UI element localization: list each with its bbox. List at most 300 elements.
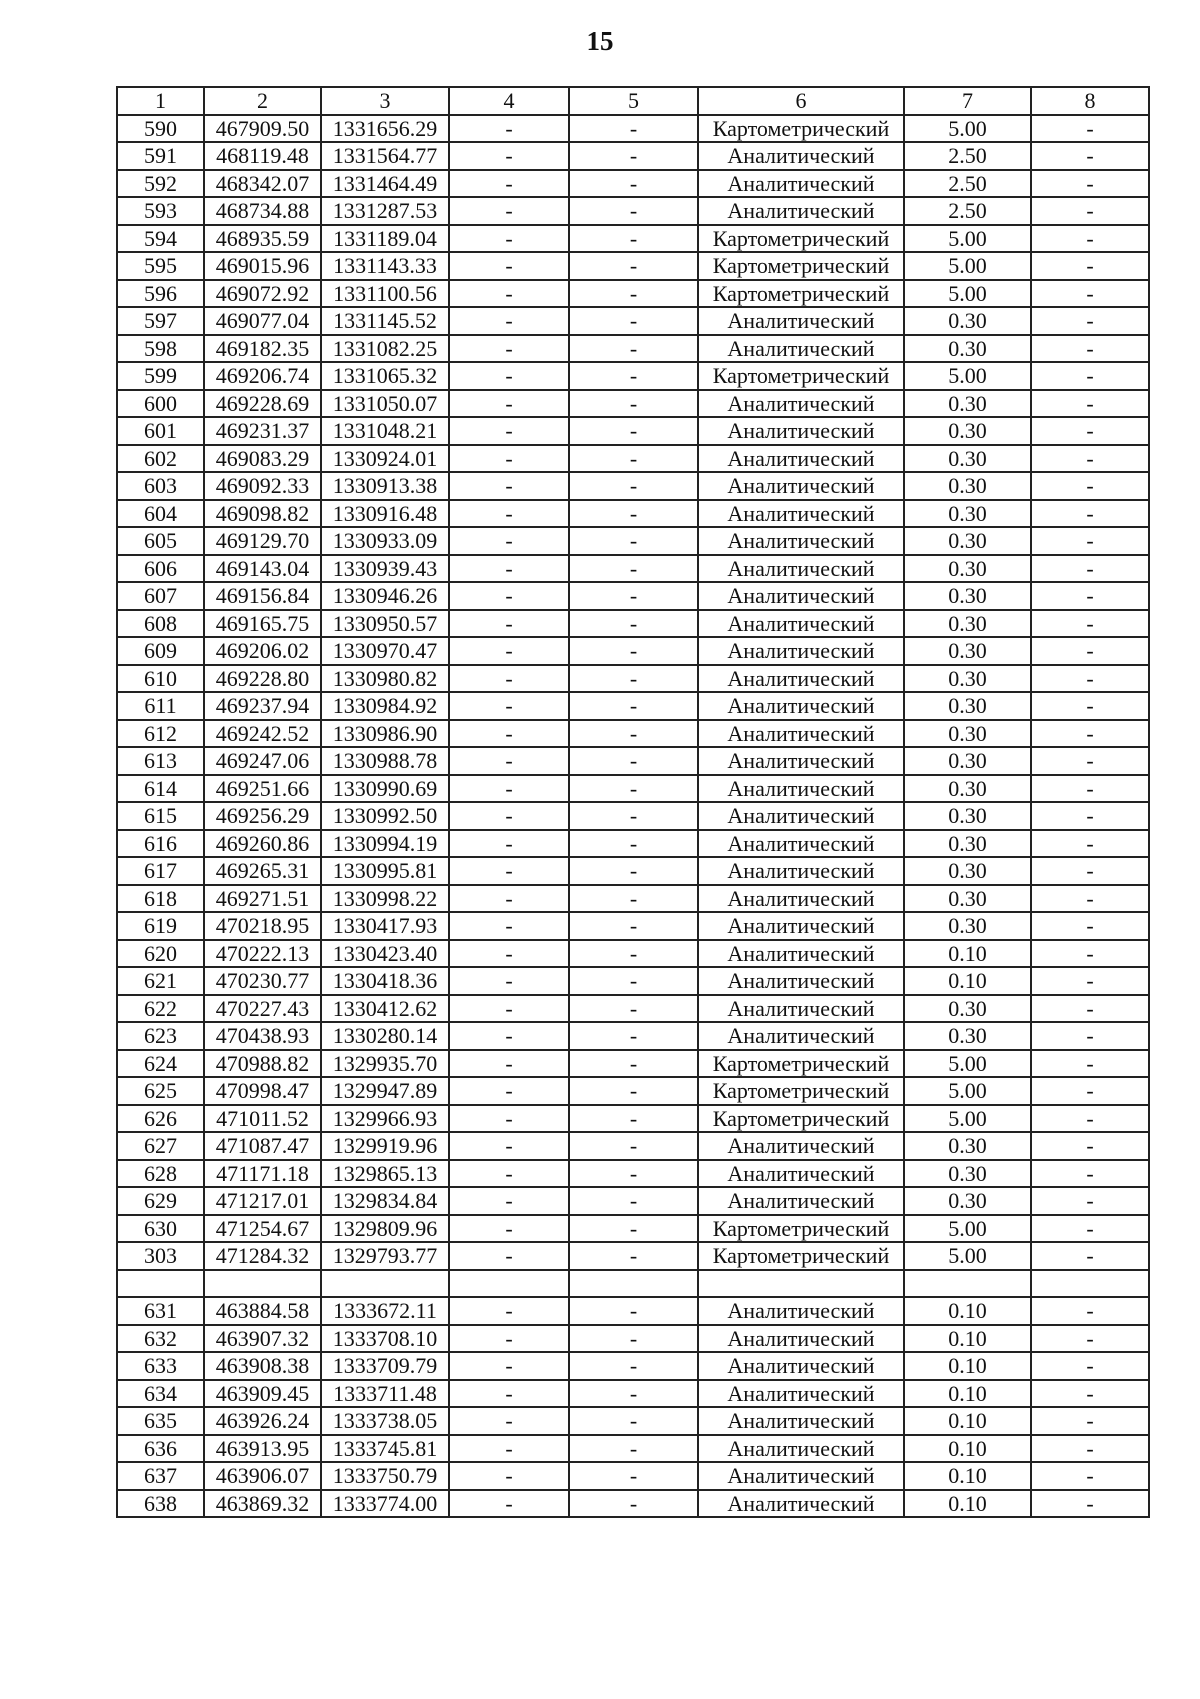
x-coordinate-cell: 471171.18 [204, 1160, 321, 1188]
column-header: 8 [1031, 87, 1149, 115]
table-row [117, 1270, 1149, 1298]
y-coordinate-cell: 1330994.19 [321, 830, 449, 858]
y-coordinate-cell: 1329793.77 [321, 1242, 449, 1270]
col8-cell: - [1031, 307, 1149, 335]
col4-cell: - [449, 1242, 569, 1270]
col8-cell: - [1031, 940, 1149, 968]
col5-cell: - [569, 665, 698, 693]
accuracy-cell: 0.30 [904, 582, 1031, 610]
x-coordinate-cell: 469271.51 [204, 885, 321, 913]
point-number-cell [117, 1270, 204, 1298]
table-row [117, 637, 1149, 665]
point-number-cell: 594 [117, 225, 204, 253]
point-number-cell: 618 [117, 885, 204, 913]
accuracy-cell: 5.00 [904, 225, 1031, 253]
table-row [117, 775, 1149, 803]
col8-cell: - [1031, 1160, 1149, 1188]
col5-cell: - [569, 500, 698, 528]
method-cell: Аналитический [698, 912, 904, 940]
x-coordinate-cell: 469206.02 [204, 637, 321, 665]
table-row [117, 445, 1149, 473]
method-cell: Аналитический [698, 582, 904, 610]
col5-cell: - [569, 1352, 698, 1380]
x-coordinate-cell [204, 1270, 321, 1298]
point-number-cell: 607 [117, 582, 204, 610]
col5-cell: - [569, 555, 698, 583]
col4-cell: - [449, 307, 569, 335]
col4-cell: - [449, 335, 569, 363]
y-coordinate-cell: 1333708.10 [321, 1325, 449, 1353]
x-coordinate-cell: 469143.04 [204, 555, 321, 583]
col5-cell: - [569, 527, 698, 555]
col4-cell: - [449, 692, 569, 720]
col8-cell: - [1031, 1352, 1149, 1380]
table-row [117, 857, 1149, 885]
method-cell: Аналитический [698, 940, 904, 968]
col5-cell: - [569, 830, 698, 858]
method-cell: Аналитический [698, 170, 904, 198]
col8-cell: - [1031, 1077, 1149, 1105]
col5-cell: - [569, 747, 698, 775]
col5-cell: - [569, 610, 698, 638]
col5-cell: - [569, 1490, 698, 1518]
accuracy-cell: 0.30 [904, 912, 1031, 940]
method-cell: Аналитический [698, 637, 904, 665]
y-coordinate-cell: 1330423.40 [321, 940, 449, 968]
col5-cell: - [569, 1215, 698, 1243]
col4-cell: - [449, 390, 569, 418]
point-number-cell: 638 [117, 1490, 204, 1518]
method-cell: Аналитический [698, 390, 904, 418]
col8-cell: - [1031, 1242, 1149, 1270]
col5-cell: - [569, 692, 698, 720]
point-number-cell: 590 [117, 115, 204, 143]
col8-cell: - [1031, 390, 1149, 418]
col4-cell: - [449, 1105, 569, 1133]
col8-cell: - [1031, 1132, 1149, 1160]
point-number-cell: 612 [117, 720, 204, 748]
col4-cell: - [449, 665, 569, 693]
method-cell [698, 1270, 904, 1298]
accuracy-cell: 5.00 [904, 115, 1031, 143]
col4-cell: - [449, 1297, 569, 1325]
col4-cell: - [449, 1325, 569, 1353]
col5-cell: - [569, 445, 698, 473]
y-coordinate-cell: 1330984.92 [321, 692, 449, 720]
accuracy-cell: 0.30 [904, 472, 1031, 500]
table-row [117, 252, 1149, 280]
x-coordinate-cell: 469247.06 [204, 747, 321, 775]
y-coordinate-cell: 1331048.21 [321, 417, 449, 445]
point-number-cell: 626 [117, 1105, 204, 1133]
accuracy-cell: 0.10 [904, 940, 1031, 968]
x-coordinate-cell: 468342.07 [204, 170, 321, 198]
col5-cell: - [569, 142, 698, 170]
method-cell: Картометрический [698, 1050, 904, 1078]
method-cell: Аналитический [698, 527, 904, 555]
accuracy-cell: 0.30 [904, 692, 1031, 720]
y-coordinate-cell: 1329947.89 [321, 1077, 449, 1105]
y-coordinate-cell: 1331082.25 [321, 335, 449, 363]
col5-cell: - [569, 417, 698, 445]
method-cell: Аналитический [698, 417, 904, 445]
table-row [117, 417, 1149, 445]
col4-cell: - [449, 280, 569, 308]
method-cell: Аналитический [698, 472, 904, 500]
table-row [117, 1407, 1149, 1435]
y-coordinate-cell: 1331656.29 [321, 115, 449, 143]
col5-cell: - [569, 197, 698, 225]
point-number-cell: 610 [117, 665, 204, 693]
table-row [117, 1187, 1149, 1215]
x-coordinate-cell: 469072.92 [204, 280, 321, 308]
y-coordinate-cell [321, 1270, 449, 1298]
x-coordinate-cell: 469265.31 [204, 857, 321, 885]
accuracy-cell: 0.10 [904, 967, 1031, 995]
method-cell: Аналитический [698, 1352, 904, 1380]
point-number-cell: 609 [117, 637, 204, 665]
column-header: 2 [204, 87, 321, 115]
accuracy-cell: 0.30 [904, 307, 1031, 335]
col4-cell: - [449, 1187, 569, 1215]
col8-cell: - [1031, 500, 1149, 528]
x-coordinate-cell: 469015.96 [204, 252, 321, 280]
col8-cell: - [1031, 802, 1149, 830]
accuracy-cell: 5.00 [904, 1050, 1031, 1078]
method-cell: Аналитический [698, 1380, 904, 1408]
point-number-cell: 611 [117, 692, 204, 720]
col8-cell: - [1031, 197, 1149, 225]
col5-cell: - [569, 967, 698, 995]
y-coordinate-cell: 1330913.38 [321, 472, 449, 500]
accuracy-cell: 0.30 [904, 610, 1031, 638]
col5-cell: - [569, 1022, 698, 1050]
accuracy-cell: 5.00 [904, 1077, 1031, 1105]
accuracy-cell: 0.10 [904, 1490, 1031, 1518]
table-row [117, 555, 1149, 583]
x-coordinate-cell: 469206.74 [204, 362, 321, 390]
y-coordinate-cell: 1330916.48 [321, 500, 449, 528]
table-body [117, 115, 1149, 1518]
method-cell: Аналитический [698, 1490, 904, 1518]
col8-cell: - [1031, 1490, 1149, 1518]
col4-cell: - [449, 1435, 569, 1463]
page-number: 15 [586, 26, 614, 56]
table-row [117, 1105, 1149, 1133]
table-header-row [117, 87, 1149, 115]
method-cell: Аналитический [698, 197, 904, 225]
col4-cell: - [449, 1490, 569, 1518]
col8-cell: - [1031, 252, 1149, 280]
method-cell: Аналитический [698, 142, 904, 170]
point-number-cell: 625 [117, 1077, 204, 1105]
point-number-cell: 630 [117, 1215, 204, 1243]
x-coordinate-cell: 469251.66 [204, 775, 321, 803]
point-number-cell: 621 [117, 967, 204, 995]
accuracy-cell: 0.30 [904, 1132, 1031, 1160]
table-row [117, 500, 1149, 528]
point-number-cell: 614 [117, 775, 204, 803]
method-cell: Аналитический [698, 1435, 904, 1463]
table-row [117, 170, 1149, 198]
y-coordinate-cell: 1333709.79 [321, 1352, 449, 1380]
point-number-cell: 620 [117, 940, 204, 968]
accuracy-cell: 0.30 [904, 720, 1031, 748]
method-cell: Аналитический [698, 500, 904, 528]
table-row [117, 940, 1149, 968]
x-coordinate-cell: 469098.82 [204, 500, 321, 528]
table-row [117, 1132, 1149, 1160]
method-cell: Аналитический [698, 307, 904, 335]
table-row [117, 335, 1149, 363]
column-header: 4 [449, 87, 569, 115]
col8-cell: - [1031, 1380, 1149, 1408]
table-row [117, 1077, 1149, 1105]
col8-cell: - [1031, 637, 1149, 665]
y-coordinate-cell: 1329935.70 [321, 1050, 449, 1078]
accuracy-cell: 5.00 [904, 362, 1031, 390]
x-coordinate-cell: 463926.24 [204, 1407, 321, 1435]
table-row [117, 1435, 1149, 1463]
x-coordinate-cell: 463913.95 [204, 1435, 321, 1463]
y-coordinate-cell: 1331145.52 [321, 307, 449, 335]
point-number-cell: 629 [117, 1187, 204, 1215]
col4-cell: - [449, 802, 569, 830]
col5-cell: - [569, 1297, 698, 1325]
col5-cell: - [569, 1242, 698, 1270]
point-number-cell: 633 [117, 1352, 204, 1380]
col4-cell: - [449, 857, 569, 885]
y-coordinate-cell: 1333711.48 [321, 1380, 449, 1408]
y-coordinate-cell: 1333745.81 [321, 1435, 449, 1463]
accuracy-cell: 0.10 [904, 1352, 1031, 1380]
col8-cell: - [1031, 1105, 1149, 1133]
col4-cell: - [449, 1215, 569, 1243]
table-row [117, 830, 1149, 858]
x-coordinate-cell: 470988.82 [204, 1050, 321, 1078]
col8-cell: - [1031, 472, 1149, 500]
method-cell: Аналитический [698, 885, 904, 913]
col8-cell: - [1031, 1297, 1149, 1325]
accuracy-cell: 0.30 [904, 1187, 1031, 1215]
table-row [117, 225, 1149, 253]
y-coordinate-cell: 1331065.32 [321, 362, 449, 390]
point-number-cell: 608 [117, 610, 204, 638]
table-row [117, 885, 1149, 913]
x-coordinate-cell: 469156.84 [204, 582, 321, 610]
coordinates-table [116, 86, 1150, 1518]
table-row [117, 967, 1149, 995]
accuracy-cell: 0.30 [904, 830, 1031, 858]
x-coordinate-cell: 468119.48 [204, 142, 321, 170]
accuracy-cell: 0.30 [904, 390, 1031, 418]
y-coordinate-cell: 1331287.53 [321, 197, 449, 225]
accuracy-cell: 0.30 [904, 1160, 1031, 1188]
col4-cell: - [449, 362, 569, 390]
accuracy-cell: 0.30 [904, 802, 1031, 830]
y-coordinate-cell: 1333750.79 [321, 1462, 449, 1490]
col4-cell: - [449, 885, 569, 913]
col4-cell: - [449, 1132, 569, 1160]
col5-cell: - [569, 995, 698, 1023]
col4-cell: - [449, 1050, 569, 1078]
method-cell: Аналитический [698, 802, 904, 830]
col4-cell: - [449, 995, 569, 1023]
table-row [117, 115, 1149, 143]
col8-cell: - [1031, 1407, 1149, 1435]
y-coordinate-cell: 1330970.47 [321, 637, 449, 665]
col4-cell: - [449, 142, 569, 170]
x-coordinate-cell: 463884.58 [204, 1297, 321, 1325]
y-coordinate-cell: 1329834.84 [321, 1187, 449, 1215]
col8-cell: - [1031, 1187, 1149, 1215]
col5-cell: - [569, 912, 698, 940]
col8-cell: - [1031, 445, 1149, 473]
col8-cell: - [1031, 610, 1149, 638]
method-cell: Аналитический [698, 1160, 904, 1188]
col8-cell: - [1031, 582, 1149, 610]
method-cell: Аналитический [698, 967, 904, 995]
col4-cell: - [449, 527, 569, 555]
col4-cell: - [449, 1022, 569, 1050]
accuracy-cell: 0.30 [904, 775, 1031, 803]
point-number-cell: 616 [117, 830, 204, 858]
col8-cell: - [1031, 995, 1149, 1023]
table-row [117, 1022, 1149, 1050]
col5-cell: - [569, 775, 698, 803]
col4-cell: - [449, 582, 569, 610]
table-row [117, 362, 1149, 390]
accuracy-cell: 2.50 [904, 170, 1031, 198]
x-coordinate-cell: 469182.35 [204, 335, 321, 363]
y-coordinate-cell: 1330986.90 [321, 720, 449, 748]
method-cell: Картометрический [698, 1105, 904, 1133]
x-coordinate-cell: 470218.95 [204, 912, 321, 940]
x-coordinate-cell: 469237.94 [204, 692, 321, 720]
col5-cell: - [569, 940, 698, 968]
col5-cell: - [569, 472, 698, 500]
table-row [117, 1297, 1149, 1325]
method-cell: Аналитический [698, 1297, 904, 1325]
col4-cell: - [449, 940, 569, 968]
point-number-cell: 613 [117, 747, 204, 775]
col5-cell: - [569, 885, 698, 913]
method-cell: Аналитический [698, 1187, 904, 1215]
method-cell: Картометрический [698, 362, 904, 390]
col5-cell: - [569, 1077, 698, 1105]
table-row [117, 1490, 1149, 1518]
col8-cell: - [1031, 280, 1149, 308]
table-row [117, 747, 1149, 775]
method-cell: Аналитический [698, 1022, 904, 1050]
x-coordinate-cell: 471284.32 [204, 1242, 321, 1270]
accuracy-cell: 2.50 [904, 142, 1031, 170]
point-number-cell: 606 [117, 555, 204, 583]
method-cell: Картометрический [698, 1215, 904, 1243]
accuracy-cell: 0.30 [904, 885, 1031, 913]
accuracy-cell: 0.10 [904, 1325, 1031, 1353]
point-number-cell: 601 [117, 417, 204, 445]
table-row [117, 802, 1149, 830]
col4-cell [449, 1270, 569, 1298]
y-coordinate-cell: 1330980.82 [321, 665, 449, 693]
col5-cell: - [569, 390, 698, 418]
x-coordinate-cell: 463906.07 [204, 1462, 321, 1490]
y-coordinate-cell: 1329809.96 [321, 1215, 449, 1243]
method-cell: Аналитический [698, 775, 904, 803]
col8-cell [1031, 1270, 1149, 1298]
method-cell: Аналитический [698, 445, 904, 473]
point-number-cell: 596 [117, 280, 204, 308]
method-cell: Аналитический [698, 692, 904, 720]
col4-cell: - [449, 225, 569, 253]
col8-cell: - [1031, 1435, 1149, 1463]
col8-cell: - [1031, 335, 1149, 363]
accuracy-cell: 5.00 [904, 1215, 1031, 1243]
accuracy-cell: 5.00 [904, 1242, 1031, 1270]
col8-cell: - [1031, 885, 1149, 913]
col8-cell: - [1031, 527, 1149, 555]
y-coordinate-cell: 1329919.96 [321, 1132, 449, 1160]
y-coordinate-cell: 1330990.69 [321, 775, 449, 803]
col5-cell: - [569, 1462, 698, 1490]
y-coordinate-cell: 1331564.77 [321, 142, 449, 170]
x-coordinate-cell: 471087.47 [204, 1132, 321, 1160]
x-coordinate-cell: 469077.04 [204, 307, 321, 335]
column-header: 7 [904, 87, 1031, 115]
col4-cell: - [449, 775, 569, 803]
point-number-cell: 598 [117, 335, 204, 363]
col4-cell: - [449, 912, 569, 940]
col8-cell: - [1031, 692, 1149, 720]
col4-cell: - [449, 445, 569, 473]
x-coordinate-cell: 467909.50 [204, 115, 321, 143]
method-cell: Аналитический [698, 830, 904, 858]
col4-cell: - [449, 637, 569, 665]
y-coordinate-cell: 1330280.14 [321, 1022, 449, 1050]
col5-cell: - [569, 1435, 698, 1463]
point-number-cell: 591 [117, 142, 204, 170]
col4-cell: - [449, 830, 569, 858]
x-coordinate-cell: 469165.75 [204, 610, 321, 638]
table-row [117, 1462, 1149, 1490]
x-coordinate-cell: 470998.47 [204, 1077, 321, 1105]
table-row [117, 995, 1149, 1023]
accuracy-cell: 0.30 [904, 1022, 1031, 1050]
method-cell: Аналитический [698, 720, 904, 748]
col5-cell: - [569, 115, 698, 143]
col8-cell: - [1031, 142, 1149, 170]
method-cell: Аналитический [698, 555, 904, 583]
accuracy-cell: 0.30 [904, 527, 1031, 555]
method-cell: Аналитический [698, 995, 904, 1023]
point-number-cell: 593 [117, 197, 204, 225]
col8-cell: - [1031, 1215, 1149, 1243]
col4-cell: - [449, 1160, 569, 1188]
col4-cell: - [449, 720, 569, 748]
y-coordinate-cell: 1331189.04 [321, 225, 449, 253]
accuracy-cell: 0.10 [904, 1462, 1031, 1490]
point-number-cell: 632 [117, 1325, 204, 1353]
y-coordinate-cell: 1330417.93 [321, 912, 449, 940]
method-cell: Аналитический [698, 610, 904, 638]
table-row [117, 665, 1149, 693]
col4-cell: - [449, 1407, 569, 1435]
x-coordinate-cell: 469228.69 [204, 390, 321, 418]
accuracy-cell: 2.50 [904, 197, 1031, 225]
col5-cell: - [569, 802, 698, 830]
col5-cell: - [569, 1380, 698, 1408]
